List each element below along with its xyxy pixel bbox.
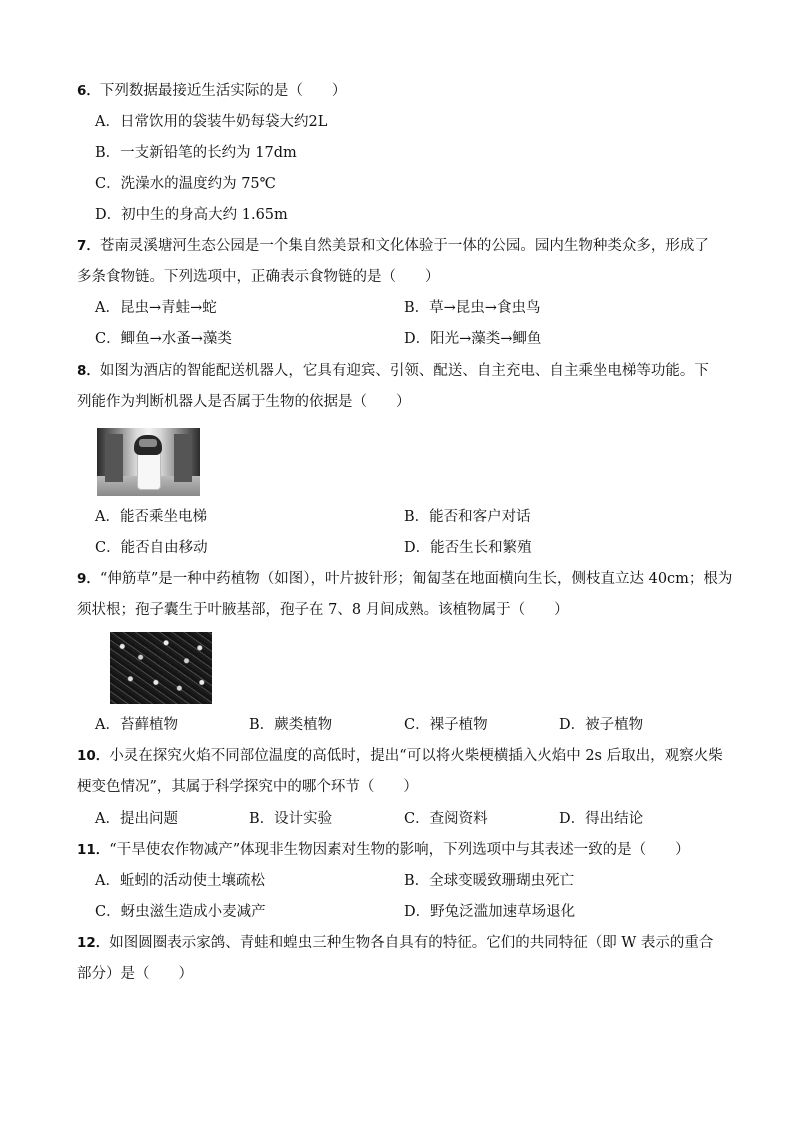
q11-option-b: B．全球变暖致珊瑚虫死亡 (404, 873, 575, 889)
q6-option-b: B．一支新铅笔的长约为 17dm (95, 145, 297, 161)
question-number: 12． (77, 935, 110, 951)
question-number: 10． (77, 748, 110, 764)
q6-option-a: A．日常饮用的袋装牛奶每袋大约2L (95, 114, 328, 130)
question-text: 苍南灵溪塘河生态公园是一个集自然美景和文化体验于一体的公园。园内生物种类众多，形成了 (99, 238, 709, 254)
question-text: “伸筋草”是一种中药植物（如图），叶片披针形；匍匐茎在地面横向生长，侧枝直立达 40cm；根为 (99, 571, 733, 587)
question-number: 9． (77, 571, 100, 587)
question-number: 8． (77, 363, 100, 379)
question-text: 下列数据最接近生活实际的是（ ） (99, 83, 347, 99)
q6-option-d: D．初中生的身高大约 1.65m (95, 207, 288, 223)
question-9-stem-cont: 须状根；孢子囊生于叶腋基部，孢子在 7、8 月间成熟。该植物属于（ ） (77, 602, 569, 618)
q7-option-b: B．草→昆虫→食虫鸟 (404, 300, 541, 316)
delivery-robot-image (97, 428, 200, 496)
q8-option-a: A．能否乘坐电梯 (95, 509, 207, 525)
q7-option-a: A．昆虫→青蛙→蛇 (95, 300, 217, 316)
q7-option-d: D．阳光→藻类→鲫鱼 (404, 331, 542, 347)
plant-image (110, 632, 212, 704)
q11-option-d: D．野兔泛滥加速草场退化 (404, 904, 576, 920)
q8-option-d: D．能否生长和繁殖 (404, 540, 532, 556)
question-12-stem (77, 933, 713, 953)
q11-option-a: A．蚯蚓的活动使土壤疏松 (95, 873, 265, 889)
q9-option-a: A．苔藓植物 (95, 717, 178, 733)
question-9-stem (77, 569, 732, 589)
question-8-stem-cont: 列能作为判断机器人是否属于生物的依据是（ ） (77, 394, 411, 410)
question-6-stem (77, 81, 346, 101)
question-text: 如图圆圈表示家鸽、青蛙和蝗虫三种生物各自具有的特征。它们的共同特征（即 W 表示的重合 (109, 935, 714, 951)
question-number: 6． (77, 83, 100, 99)
question-number: 11． (77, 842, 110, 858)
question-7-stem (77, 236, 709, 256)
q8-option-b: B．能否和客户对话 (404, 509, 531, 525)
q9-option-b: B．蕨类植物 (249, 717, 333, 733)
question-10-stem-cont: 梗变色情况”，其属于科学探究中的哪个环节（ ） (77, 779, 418, 795)
question-11-stem (77, 840, 690, 860)
q10-option-c: C．查阅资料 (404, 811, 488, 827)
q11-option-c: C．蚜虫滋生造成小麦减产 (95, 904, 266, 920)
question-text: 如图为酒店的智能配送机器人，它具有迎宾、引领、配送、自主充电、自主乘坐电梯等功能。下 (99, 363, 709, 379)
q8-option-c: C．能否自由移动 (95, 540, 208, 556)
q7-option-c: C．鲫鱼→水蚤→藻类 (95, 331, 232, 347)
question-10-stem (77, 746, 723, 766)
question-text: 小灵在探究火焰不同部位温度的高低时，提出“可以将火柴梗横插入火焰中 2s 后取出，观察火柴 (109, 748, 723, 764)
q10-option-d: D．得出结论 (559, 811, 644, 827)
q10-option-a: A．提出问题 (95, 811, 178, 827)
q6-option-c: C．洗澡水的温度约为 75℃ (95, 176, 276, 192)
question-text: “干旱使农作物减产”体现非生物因素对生物的影响，下列选项中与其表述一致的是（ ） (109, 842, 690, 858)
question-8-stem (77, 361, 709, 381)
question-12-stem-cont: 部分）是（ ） (77, 966, 193, 982)
question-number: 7． (77, 238, 100, 254)
q9-option-c: C．裸子植物 (404, 717, 488, 733)
q10-option-b: B．设计实验 (249, 811, 333, 827)
q9-option-d: D．被子植物 (559, 717, 644, 733)
question-7-stem-cont: 多条食物链。下列选项中，正确表示食物链的是（ ） (77, 269, 440, 285)
